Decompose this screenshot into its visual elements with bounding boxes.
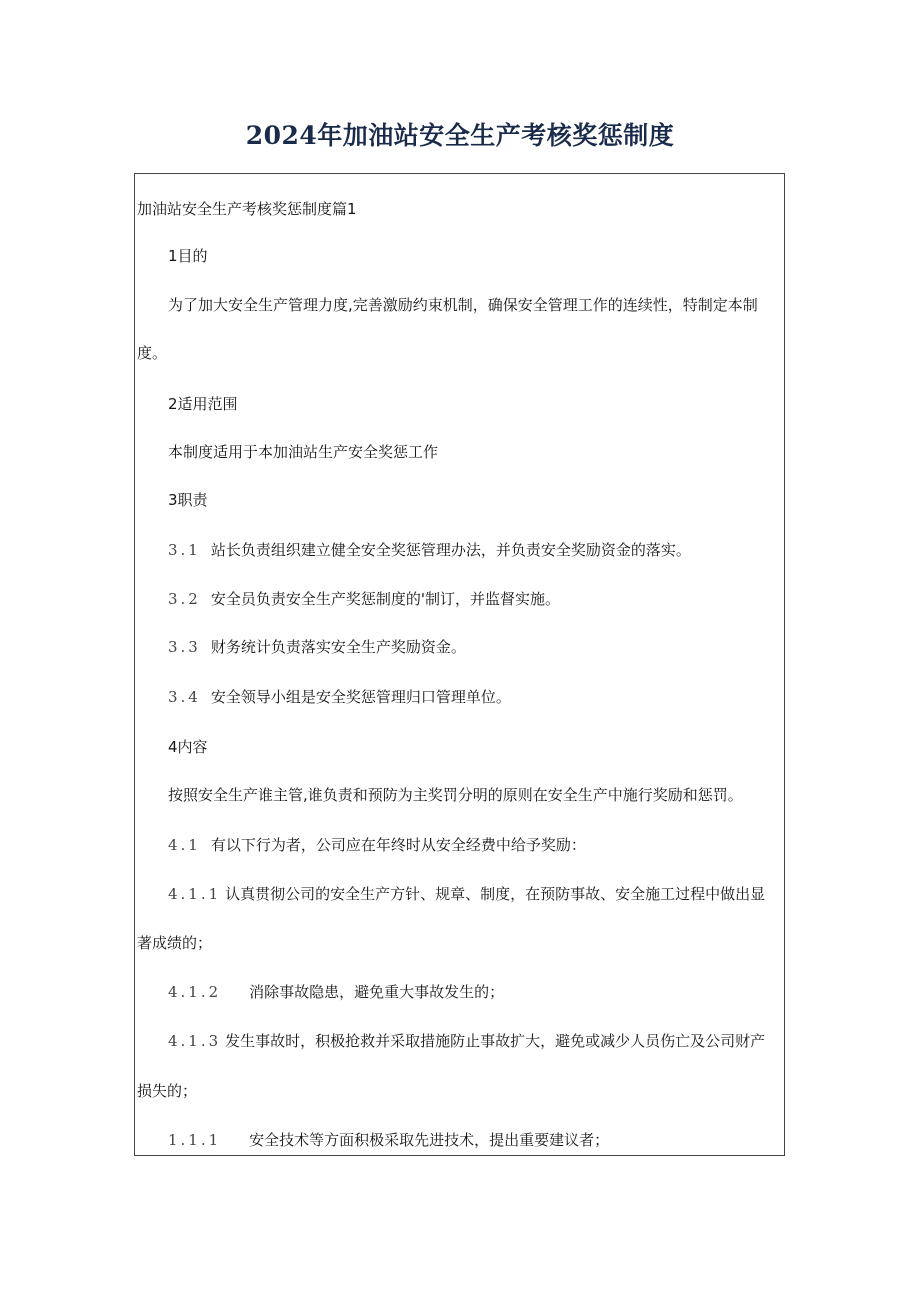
clause-text: 财务统计负责落实安全生产奖励资金。 (210, 638, 466, 656)
clause-text: 安全领导小组是安全奖惩管理归口管理单位。 (210, 688, 511, 706)
heading-duties: 3职责 (168, 491, 208, 509)
clause-3-2 (135, 588, 784, 610)
clause-number: 3.2 (168, 590, 201, 608)
paragraph-purpose-line2: 度。 (137, 344, 168, 362)
clause-4-1-1-line1 (135, 883, 784, 905)
clause-text: 有以下行为者，公司应在年终时从安全经费中给予奖励： (210, 836, 586, 854)
clause-text: 发生事故时，积极抢救并采取措施防止事故扩大，避免或减少人员伤亡及公司财产 (225, 1032, 766, 1050)
clause-number: 4.1.1 (168, 885, 222, 903)
clause-4-1 (135, 834, 784, 856)
paragraph-content: 按照安全生产谁主管,谁负责和预防为主奖罚分明的原则在安全生产中施行奖励和惩罚。 (168, 786, 743, 804)
clause-text: 消除事故隐患，避免重大事故发生的； (249, 983, 505, 1001)
document-body-frame (134, 173, 785, 1156)
clause-1-1-1 (135, 1129, 784, 1151)
clause-number: 3.3 (168, 638, 201, 656)
heading-scope: 2适用范围 (168, 395, 238, 413)
clause-number: 4.1 (168, 836, 201, 854)
document-title: 2024年加油站安全生产考核奖惩制度 (245, 121, 675, 150)
clause-number: 3.1 (168, 541, 201, 559)
clause-4-1-1-line2: 著成绩的； (137, 934, 213, 952)
clause-text: 认真贯彻公司的安全生产方针、规章、制度，在预防事故、安全施工过程中做出显 (225, 885, 766, 903)
section-heading: 加油站安全生产考核奖惩制度篇1 (137, 200, 357, 218)
clause-3-1 (135, 539, 784, 561)
clause-text: 站长负责组织建立健全安全奖惩管理办法，并负责安全奖励资金的落实。 (210, 541, 691, 559)
clause-number: 1.1.1 (168, 1131, 222, 1149)
clause-number: 4.1.3 (168, 1032, 222, 1050)
clause-4-1-2 (135, 981, 784, 1003)
clause-4-1-3-line2: 损失的； (137, 1082, 198, 1100)
clause-number: 3.4 (168, 688, 201, 706)
clause-number: 4.1.2 (168, 983, 222, 1001)
clause-text: 安全技术等方面积极采取先进技术，提出重要建议者； (249, 1131, 610, 1149)
clause-text: 安全员负责安全生产奖惩制度的'制订，并监督实施。 (210, 590, 560, 608)
clause-4-1-3-line1 (135, 1030, 784, 1052)
paragraph-scope: 本制度适用于本加油站生产安全奖惩工作 (168, 443, 439, 461)
heading-content: 4内容 (168, 738, 208, 756)
paragraph-purpose-line1: 为了加大安全生产管理力度,完善激励约束机制，确保安全管理工作的连续性，特制定本制 (168, 296, 758, 314)
heading-purpose: 1目的 (168, 247, 208, 265)
clause-3-4 (135, 686, 784, 708)
clause-3-3 (135, 636, 784, 658)
